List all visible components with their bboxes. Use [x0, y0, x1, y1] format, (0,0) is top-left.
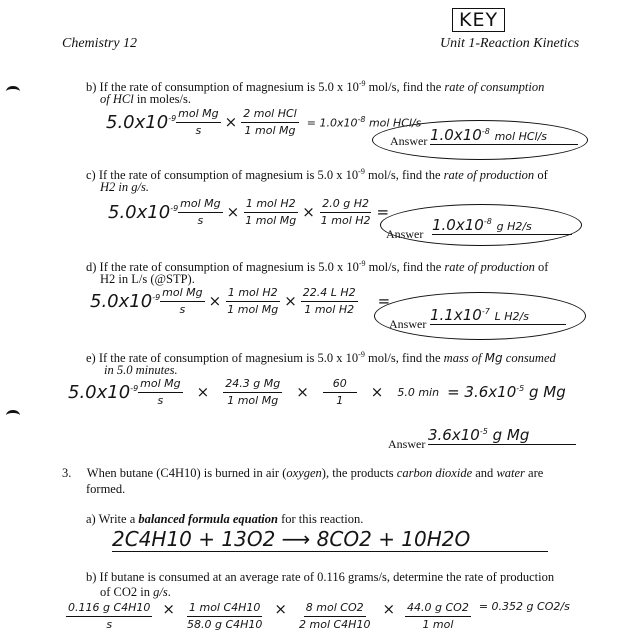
- unit-title: Unit 1-Reaction Kinetics: [440, 36, 580, 51]
- question-b-line2: of HCl in moles/s.: [100, 92, 191, 106]
- question-b-work: $5.0x10^{-9}$ $\frac{\text{mol Mg}}{s}$ × $\frac{\text{2 mol HCl}}{\text{1 mol Mg}}$ = $1.0x10^{-8}$ mol HCl/s: [106, 107, 422, 137]
- question-3b-line1: b) If butane is consumed at an average rate of 0.116 grams/s, determine the rate of production: [86, 570, 555, 584]
- question-3-line2: formed.: [86, 482, 126, 496]
- question-3b-line2: of CO2 in g/s.: [100, 585, 171, 599]
- punch-mark: [6, 410, 20, 421]
- question-d-line2: H2 in L/s (@STP).: [100, 272, 195, 286]
- course-title: Chemistry 12: [62, 36, 138, 51]
- punch-mark: [6, 86, 20, 97]
- question-d-work: $5.0x10^{-9}$ $\frac{\text{mol Mg}}{s}$ × $\frac{\text{1 mol H2}}{\text{1 mol Mg}}$ × $\frac{\text{22.4 L H2}}{\text{1 mol H2}}$ =: [90, 286, 391, 316]
- answer-value: $1.1x10^{-7}$ L H2/s: [430, 306, 566, 325]
- question-d-line1: d) If the rate of consumption of magnesium is 5.0 x $10^{-9}$ mol/s, find the rate of production of: [86, 259, 549, 275]
- question-3a: a) Write a balanced formula equation for this reaction.: [86, 512, 364, 526]
- answer-label: Answer: [388, 437, 426, 451]
- question-b-line1: b) If the rate of consumption of magnesium is 5.0 x $10^{-9}$ mol/s, find the rate of consumption: [86, 79, 545, 95]
- answer-label: Answer: [386, 227, 424, 241]
- question-c-work: $5.0x10^{-9}$ $\frac{\text{mol Mg}}{s}$ × $\frac{\text{1 mol H2}}{\text{1 mol Mg}}$ × $\frac{\text{2.0 g H2}}{\text{1 mol H2}}$ =: [108, 197, 390, 227]
- answer-value: $3.6x10^{-5}$ g Mg: [428, 426, 576, 445]
- answer-value: $1.0x10^{-8}$ mol HCl/s: [430, 126, 578, 145]
- answer-key-stamp: KEY: [452, 8, 505, 32]
- answer-label: Answer: [389, 317, 427, 331]
- balanced-equation: 2C4H10 + 13O2 ⟶ 8CO2 + 10H2O: [112, 527, 548, 552]
- answer-value: $1.0x10^{-8}$ g H2/s: [432, 216, 572, 235]
- question-c-line2: H2 in g/s.: [100, 180, 149, 194]
- question-3b-work: $\frac{\text{0.116 g C4H10}}{s}$ × $\frac{\text{1 mol C4H10}}{\text{58.0 g C4H10}}$ × $\frac{\text{8 mol CO2}}{\text{2 mol C4H10}}$ × $\frac{\text{44.0 g CO2}}{\text{1 mol}}$ = 0.352 g CO2/s: [68, 600, 570, 631]
- question-3-line1: 3. When butane (C4H10) is burned in air (oxygen), the products carbon dioxide and water are: [62, 466, 544, 480]
- question-e-line1: e) If the rate of consumption of magnesium is 5.0 x $10^{-9}$ mol/s, find the mass of Mg consumed: [86, 350, 556, 366]
- question-e-line2: in 5.0 minutes.: [104, 363, 178, 377]
- answer-label: Answer: [390, 134, 428, 148]
- question-e-work: $5.0x10^{-9}$ $\frac{\text{mol Mg}}{s}$ × $\frac{\text{24.3 g Mg}}{\text{1 mol Mg}}$ × $\frac{60}{1}$ × 5.0 min = $3.6x10^{-5}$ g Mg: [68, 377, 566, 407]
- question-c-line1: c) If the rate of consumption of magnesium is 5.0 x $10^{-9}$ mol/s, find the rate of production of: [86, 167, 548, 183]
